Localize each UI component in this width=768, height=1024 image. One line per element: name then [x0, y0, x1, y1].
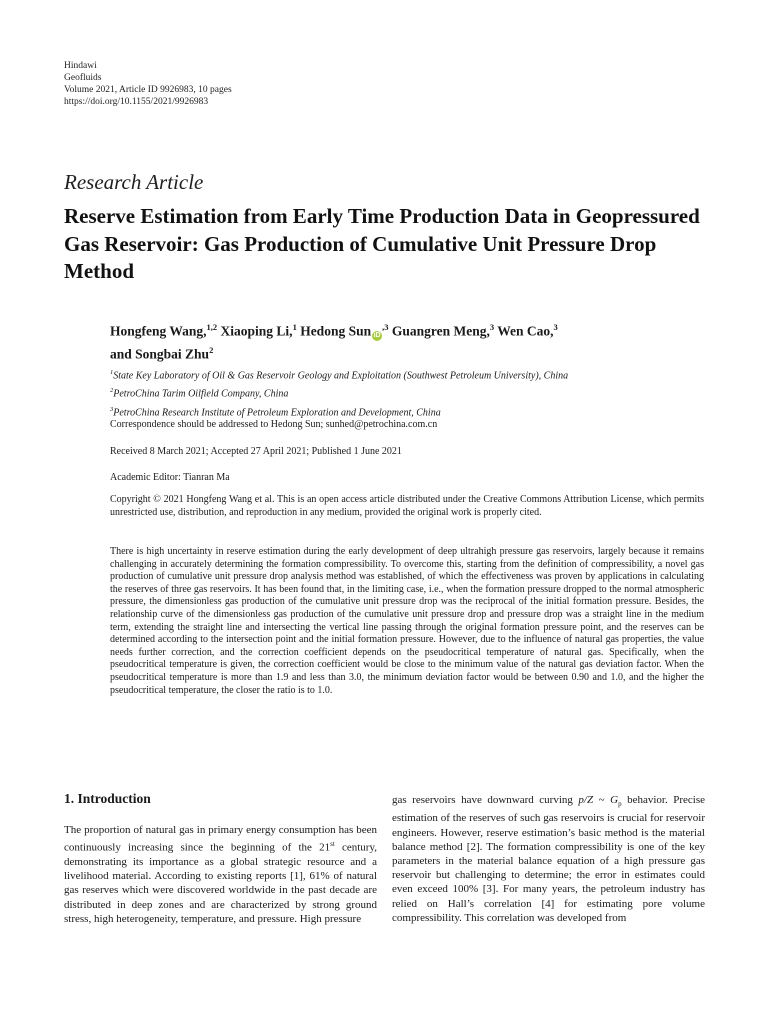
article-type: Research Article	[64, 170, 204, 194]
section-heading-introduction: 1. Introduction	[64, 791, 151, 806]
author-list	[110, 318, 710, 363]
body-text: behavior. Precise estimation of the reserves of such gas reservoirs is crucial for reservoir engineers. However, reserve estimation’s basic method is the material balance method [2]. The formation compressibility is one of the key parameters in the material balance equation of a high pressure gas reservoir but challenging to determine; the error in estimates could even exceed 100% [3]. For many years, the petroleum industry has relied on Hall’s correlation [4] for estimating pore volume compressibility. This correlation was developed from	[392, 794, 705, 924]
formula-sub: p	[618, 800, 622, 809]
journal-meta	[64, 60, 232, 108]
affiliation-text: PetroChina Tarim Oilfield Company, China	[113, 388, 289, 400]
author-name[interactable]: and Songbai Zhu	[110, 346, 210, 361]
author-name[interactable]: Wen Cao,	[497, 323, 554, 339]
affiliation-item	[110, 402, 710, 420]
author-name[interactable]: Hedong Sun	[300, 323, 372, 339]
affiliation-number: 2	[110, 387, 114, 395]
copyright-notice: Copyright © 2021 Hongfeng Wang et al. This is an open access article distributed under the Creative Commons Attribution License, which permits unrestricted use, distribution, and reproduction in any medium, provided the original work is properly cited.	[110, 494, 704, 518]
affiliation-text: PetroChina Research Institute of Petroleum Exploration and Development, China	[113, 406, 441, 418]
author-name[interactable]: Hongfeng Wang,	[110, 323, 207, 339]
correspondence-line: Correspondence should be addressed to Hedong Sun; sunhed@petrochina.com.cn	[110, 419, 438, 430]
author-affil-sup: 3	[489, 322, 495, 332]
academic-editor-line: Academic Editor: Tianran Ma	[110, 472, 230, 483]
affiliations	[110, 365, 710, 420]
doi-link[interactable]: https://doi.org/10.1155/2021/9926983	[64, 97, 209, 107]
formula-tilde: ~	[593, 794, 611, 806]
formula-pz: p/Z	[578, 794, 594, 806]
intro-column-left	[64, 823, 377, 926]
author-name[interactable]: Xiaoping Li,	[220, 323, 293, 339]
affiliation-text: State Key Laboratory of Oil & Gas Reservoir Geology and Exploitation (Southwest Petroleum University), China	[113, 370, 569, 382]
formula-g: G	[610, 794, 619, 806]
ordinal-sup: st	[330, 840, 335, 849]
journal-name: Geofluids	[64, 73, 102, 83]
body-text: gas reservoirs have downward curving	[392, 794, 579, 806]
volume-line: Volume 2021, Article ID 9926983, 10 pages	[64, 85, 232, 95]
intro-column-right	[392, 793, 705, 925]
publisher-name: Hindawi	[64, 61, 97, 71]
orcid-icon[interactable]: iD	[373, 331, 381, 339]
author-name[interactable]: Guangren Meng,	[391, 323, 490, 339]
body-text: The proportion of natural gas in primary energy consumption has been continuously increasing since the beginning of the 21	[64, 824, 377, 854]
author-affil-sup: 1	[292, 322, 297, 332]
affiliation-number: 1	[110, 369, 114, 376]
paper-title: Reserve Estimation from Early Time Production Data in Geopressured Gas Reservoir: Gas Production of Cumulative Unit Pressure Drop Method	[64, 204, 700, 283]
author-affil-sup: ,3	[382, 322, 389, 332]
affiliation-item	[110, 365, 710, 383]
body-text: century, demonstrating its importance as a global strategic resource and a livelihood material. According to existing reports [1], 61% of natural gas reserves which were discovered worldwide in the past decade are distributed in deep zones and are characterized by strong ground stress, high heterogeneity, temperature, and pressure. High pressure	[64, 841, 377, 925]
author-affil-sup: 1,2	[206, 322, 218, 332]
dates-line: Received 8 March 2021; Accepted 27 April 2021; Published 1 June 2021	[110, 446, 402, 457]
author-affil-sup: 3	[553, 322, 558, 332]
affiliation-number: 3	[110, 405, 114, 413]
abstract-text: There is high uncertainty in reserve estimation during the early development of deep ultrahigh pressure gas reservoirs, largely because it remains challenging in accurately determining the formation compressibility. To overcome this, starting from the definition of compressibility, a novel gas production of cumulative unit pressure drop analysis method was established, of which the effectiveness was proven by applications in calculating the reserves of three gas reservoirs. It has been found that, in the limiting case, i.e., when the formation pressure dropped to the normal atmospheric pressure, the dimensionless gas production of the cumulative unit pressure drop was the reciprocal of the initial formation pressure. Besides, the relationship curve of the dimensionless gas production of the cumulative unit pressure drop and pressure drop was a straight line in the medium term, extending the straight line and intersecting the vertical line passing through the original formation pressure point, and the reserves can be determined according to the intersection point and the initial formation pressure. However, due to the influence of natural gas properties, the value needs further correction, and the correction coefficient depends on the pseudocritical temperature of natural gas. Specifically, when the pseudocritical temperature is given, the correction coefficient would be close to the minimum value of the natural gas deviation factor. When the pseudocritical temperature is more than 1.9 and less than 3.0, the minimum deviation factor would be between 0.90 and 1.0, and the higher the pseudocritical temperature, the closer the ratio is to 1.0.	[110, 546, 704, 696]
author-affil-sup: 2	[209, 344, 214, 355]
affiliation-item	[110, 383, 710, 401]
